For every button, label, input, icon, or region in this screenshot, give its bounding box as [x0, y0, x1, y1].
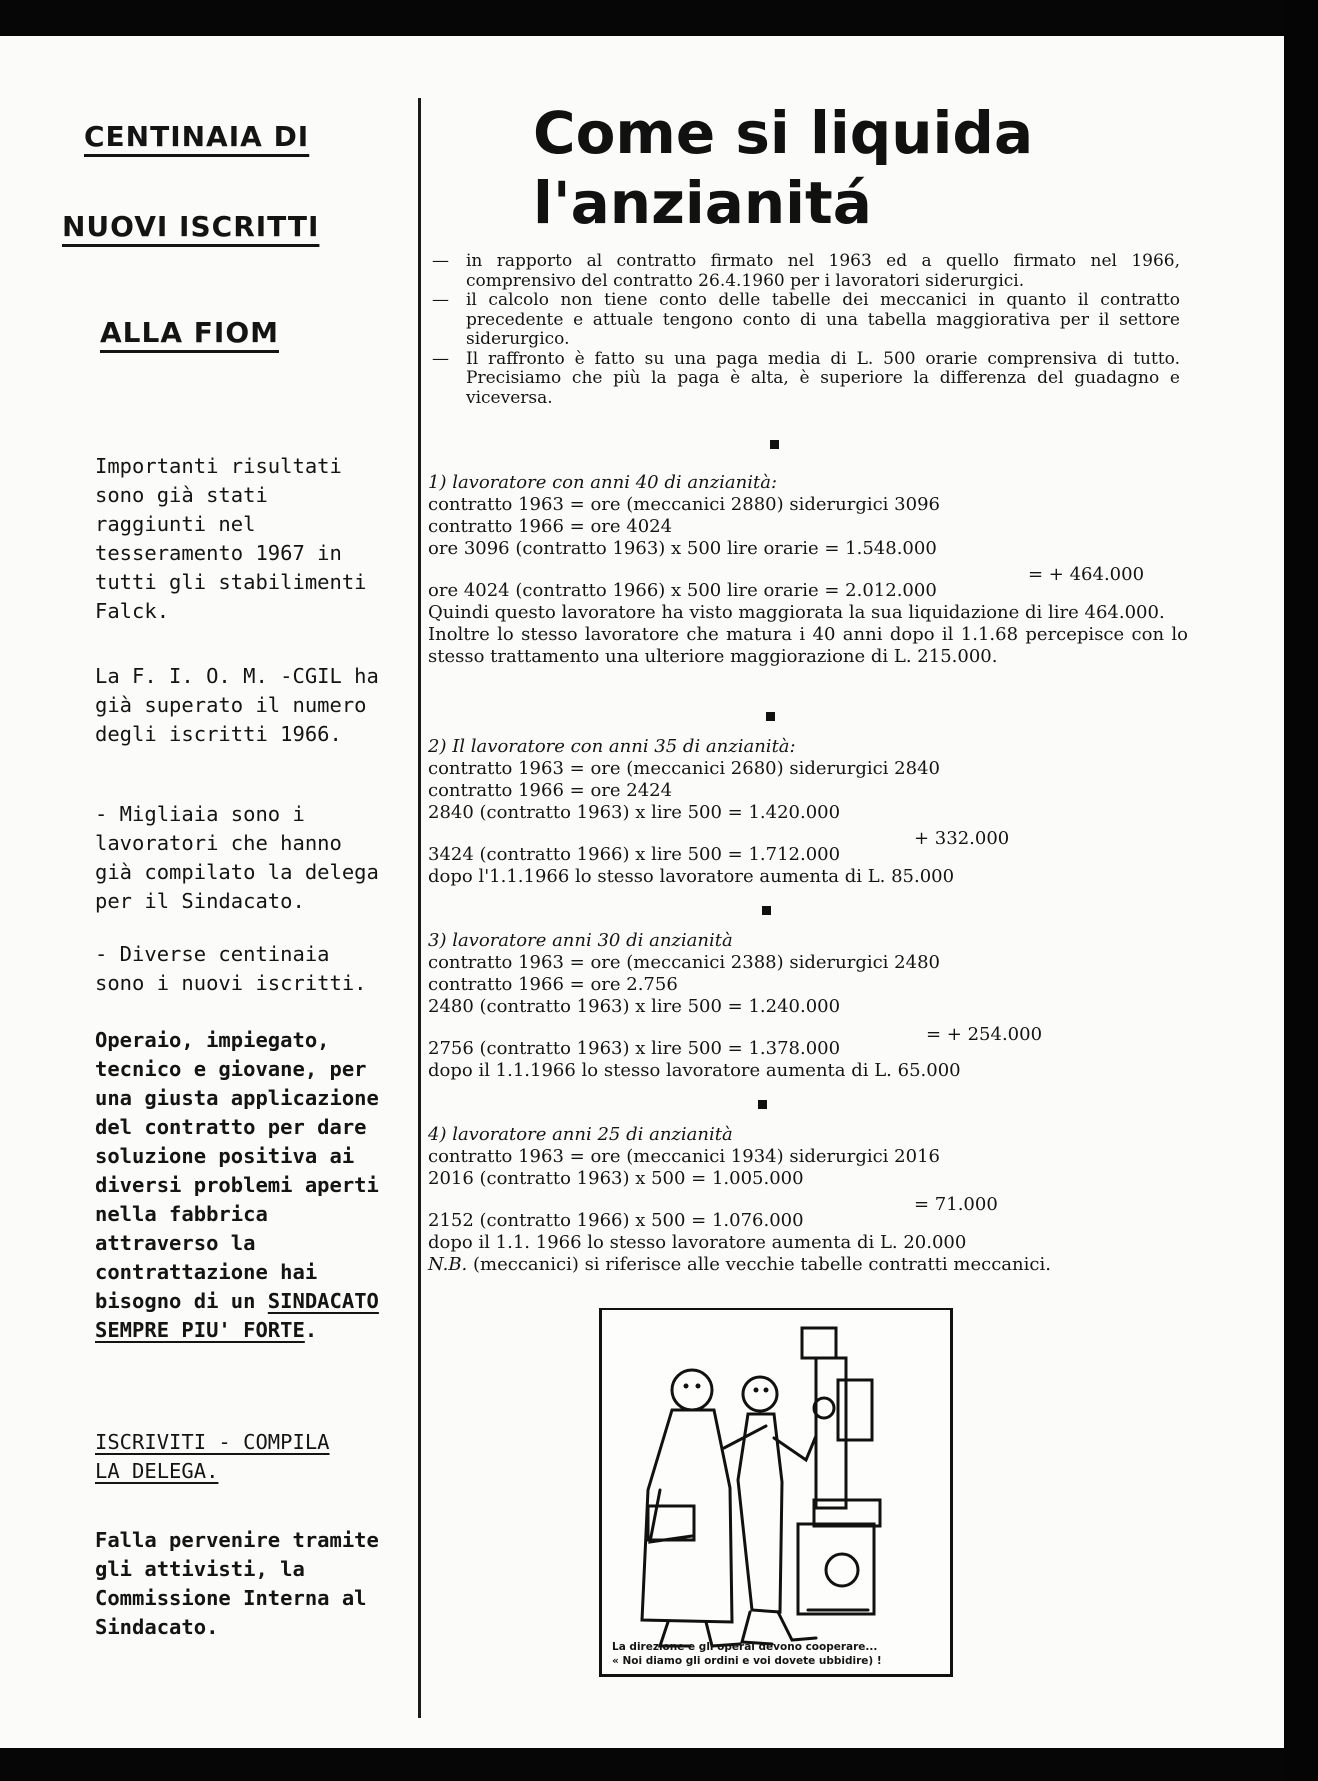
document-page: [0, 36, 1284, 1748]
spacer: [428, 1190, 1188, 1210]
title-line-2: l'anzianitá: [533, 169, 872, 237]
section-marker: [762, 906, 771, 915]
case-4-heading: 4) lavoratore anni 25 di anzianità: [428, 1124, 733, 1145]
worker-eye: [754, 1388, 759, 1393]
worker-eye: [764, 1388, 769, 1393]
intro-item: [430, 350, 1180, 409]
article-title: [533, 98, 1033, 238]
intro-item: [430, 291, 1180, 350]
intro-dash: —: [432, 290, 449, 310]
appeal-underlined: SINDACATO SEMPRE PIU' FORTE: [95, 1289, 379, 1342]
case-1-difference: = + 464.000: [1028, 564, 1145, 585]
paragraph-risultati: Importanti risultati sono già stati raggiunti nel tesseramento 1967 in tutti gli stabilimenti Falck.: [95, 454, 367, 623]
case-2-line: 3424 (contratto 1966) x lire 500 = 1.712.000: [428, 844, 841, 865]
case-2-line: contratto 1966 = ore 2424: [428, 780, 673, 801]
case-1-heading: 1) lavoratore con anni 40 di anzianità:: [428, 472, 778, 493]
paragraph-iscriviti: ISCRIVITI - COMPILA LA DELEGA.: [95, 1430, 330, 1483]
column-divider: [418, 98, 421, 1718]
case-4-line: contratto 1963 = ore (meccanici 1934) siderurgici 2016: [428, 1146, 940, 1167]
boss-eye: [684, 1384, 689, 1389]
heading-centinaia: CENTINAIA DI: [84, 120, 310, 153]
case-4: [428, 1124, 1188, 1276]
worker-head: [743, 1377, 777, 1411]
nb-label: N.B.: [428, 1254, 468, 1275]
boss-head: [672, 1370, 712, 1410]
case-3: [428, 930, 1188, 1082]
case-2-heading: 2) Il lavoratore con anni 35 di anzianità:: [428, 736, 796, 757]
boss-eye: [696, 1384, 701, 1389]
case-1-line: contratto 1966 = ore 4024: [428, 516, 673, 537]
machine-gear: [826, 1554, 858, 1586]
section-marker: [770, 440, 779, 449]
paragraph-centinaia: - Diverse centinaia sono i nuovi iscritti.: [95, 942, 367, 995]
case-3-heading: 3) lavoratore anni 30 di anzianità: [428, 930, 733, 951]
intro-dash: —: [432, 348, 449, 369]
intro-text: in rapporto al contratto firmato nel 1963 ed a quello firmato nel 1966, comprensivo del contratto 26.4.1960 per i lavoratori siderurgici.: [466, 251, 1180, 291]
caption-line-2: « Noi diamo gli ordini e voi dovete ubbidire) !: [612, 1655, 882, 1667]
case-3-line: dopo il 1.1.1966 lo stesso lavoratore aumenta di L. 65.000: [428, 1060, 961, 1081]
case-1-line: ore 3096 (contratto 1963) x 500 lire orarie = 1.548.000: [428, 538, 937, 559]
intro-item: [430, 252, 1180, 291]
paragraph-falla-pervenire: Falla pervenire tramite gli attivisti, la Commissione Interna al Sindacato.: [95, 1528, 379, 1639]
cartoon-illustration: [599, 1308, 953, 1677]
intro-text: il calcolo non tiene conto delle tabelle dei meccanici in quanto il contratto precedente e attuale tengono conto di una tabella maggiorativa per il settore siderurgico.: [466, 290, 1180, 349]
case-2-line: dopo l'1.1.1966 lo stesso lavoratore aumenta di L. 85.000: [428, 866, 955, 887]
caption-line-1: La direzione e gli operai devono cooperare...: [612, 1641, 878, 1653]
case-4-difference: = 71.000: [914, 1194, 998, 1215]
case-4-line: 2016 (contratto 1963) x 500 = 1.005.000: [428, 1168, 804, 1189]
case-1-line: ore 4024 (contratto 1966) x 500 lire orarie = 2.012.000: [428, 580, 937, 601]
spacer: [428, 824, 1188, 844]
machine-panel: [838, 1380, 872, 1440]
intro-text: Il raffronto è fatto su una paga media di L. 500 orarie comprensiva di tutto. Precisiamo che più la paga è alta, è superiore la differenza del guadagno e viceversa.: [466, 348, 1180, 408]
case-1-paragraph: Quindi questo lavoratore ha visto maggiorata la sua liquidazione di lire 464.000.: [428, 602, 1165, 623]
article-intro: [430, 252, 1180, 408]
heading-nuovi-iscritti: NUOVI ISCRITTI: [62, 210, 320, 243]
paragraph-appeal: [95, 1026, 385, 1345]
appeal-end: .: [304, 1318, 318, 1342]
case-4-line: dopo il 1.1. 1966 lo stesso lavoratore aumenta di L. 20.000: [428, 1232, 967, 1253]
nb-text: (meccanici) si riferisce alle vecchie tabelle contratti meccanici.: [467, 1254, 1051, 1275]
intro-dash: —: [432, 251, 449, 271]
spacer: [428, 1018, 1188, 1038]
case-1-line: contratto 1963 = ore (meccanici 2880) siderurgici 3096: [428, 494, 940, 515]
worker-body: [738, 1414, 782, 1612]
title-line-1: Come si liquida: [533, 99, 1034, 167]
paragraph-migliaia: - Migliaia sono i lavoratori che hanno già compilato la delega per il Sindacato.: [95, 802, 379, 913]
case-3-line: 2480 (contratto 1963) x lire 500 = 1.240.000: [428, 996, 841, 1017]
case-4-line: 2152 (contratto 1966) x 500 = 1.076.000: [428, 1210, 804, 1231]
case-4-note: [428, 1254, 1188, 1276]
case-3-line: 2756 (contratto 1963) x lire 500 = 1.378.000: [428, 1038, 841, 1059]
case-2-line: contratto 1963 = ore (meccanici 2680) siderurgici 2840: [428, 758, 940, 779]
case-3-line: contratto 1963 = ore (meccanici 2388) siderurgici 2480: [428, 952, 940, 973]
case-2: [428, 736, 1188, 888]
cartoon-caption: [612, 1640, 932, 1668]
case-2-line: 2840 (contratto 1963) x lire 500 = 1.420.000: [428, 802, 841, 823]
scan-border: [1284, 0, 1318, 1781]
section-marker: [766, 712, 775, 721]
section-marker: [758, 1100, 767, 1109]
boss-arm: [650, 1490, 692, 1542]
appeal-text: Operaio, impiegato, tecnico e giovane, per una giusta applicazione del contratto per dare soluzione positiva ai diversi problemi aperti nella fabbrica attraverso la contrattazione hai bisogno di un: [95, 1028, 379, 1313]
case-3-line: contratto 1966 = ore 2.756: [428, 974, 678, 995]
left-column: [0, 36, 410, 1748]
cartoon-drawing: [602, 1310, 950, 1674]
case-2-difference: + 332.000: [914, 828, 1010, 849]
heading-alla-fiom: ALLA FIOM: [100, 316, 279, 349]
case-3-difference: = + 254.000: [926, 1024, 1043, 1045]
paragraph-fiom-cgil: La F. I. O. M. -CGIL ha già superato il numero degli iscritti 1966.: [95, 664, 379, 746]
machine-top: [802, 1328, 836, 1358]
case-1-paragraph: Inoltre lo stesso lavoratore che matura i 40 anni dopo il 1.1.68 percepisce con lo stesso trattamento una ulteriore maggiorazione di L. 215.000.: [428, 624, 1188, 667]
machine-base: [798, 1524, 874, 1614]
